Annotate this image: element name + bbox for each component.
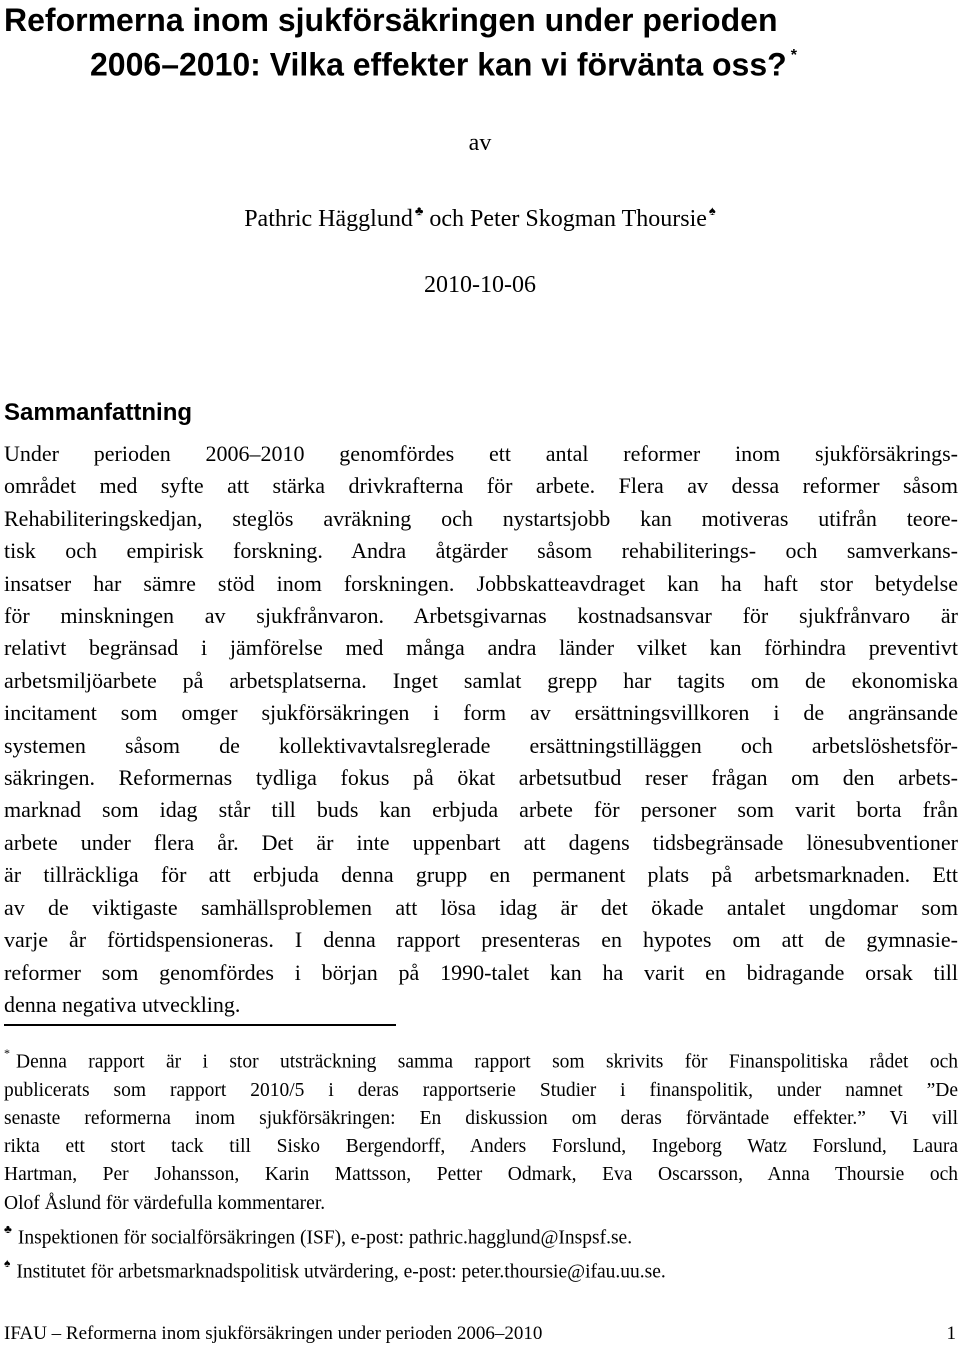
summary-line: arbetsmiljöarbete på arbetsplatserna. Inget samlat grepp har tagits om de ekonomiska xyxy=(4,667,958,693)
summary-line: insatser har sämre stöd inom forskningen. Jobbskatteavdraget kan ha haft stor betydelse xyxy=(4,570,958,596)
summary-line: arbete under flera år. Det är inte uppenbart att dagens tidsbegränsade lönesubventioner xyxy=(4,829,958,855)
footnote-2 xyxy=(4,1218,958,1253)
footnote-2-line xyxy=(4,1218,958,1253)
authors-line xyxy=(0,198,960,234)
footnote-line: publicerats som rapport 2010/5 i deras rapportserie Studier i finanspolitik, under namnet ”De xyxy=(4,1079,958,1101)
title-footnote-mark: * xyxy=(790,47,797,64)
summary-heading: Sammanfattning xyxy=(4,399,193,426)
title-line-2 xyxy=(4,40,954,85)
summary-line: området med syfte att stärka drivkrafterna för arbete. Flera av dessa reformer såsom xyxy=(4,473,958,499)
spade-icon: ♠ xyxy=(708,203,716,218)
authors-conjunction: och xyxy=(429,206,465,232)
summary-line: reformer som genomfördes i början på 1990-talet kan ha varit en bidragande orsak till xyxy=(4,959,958,985)
summary-line: denna negativa utveckling. xyxy=(4,991,241,1017)
document-title xyxy=(4,0,954,85)
summary-line: incitament som omger sjukförsäkringen i form av ersättningsvillkoren i de angränsande xyxy=(4,700,958,726)
footnote-line: Olof Åslund för värdefulla kommentarer. xyxy=(4,1192,326,1214)
summary-line: Rehabiliteringskedjan, steglös avräkning och nystartsjobb kan motiveras utifrån teore- xyxy=(4,505,958,531)
summary-line: av de viktigaste samhällsproblemen att lösa idag är det ökade antalet ungdomar som xyxy=(4,894,958,920)
footnote-line: rikta ett stort tack till Sisko Bergendorff, Anders Forslund, Ingeborg Watz Forslund, Laura xyxy=(4,1136,958,1158)
summary-line: Under perioden 2006–2010 genomfördes ett antal reformer inom sjukförsäkrings- xyxy=(4,441,958,466)
summary-line: säkringen. Reformernas tydliga fokus på ökat arbetsutbud reser frågan om den arbets- xyxy=(4,765,958,791)
author-2: Peter Skogman Thoursie xyxy=(470,206,707,232)
footnote-1-mark: * xyxy=(4,1046,10,1060)
footnote-1-line-0 xyxy=(4,1042,958,1077)
footnote-divider xyxy=(4,1024,396,1026)
summary-line: är tillräckliga för att erbjuda denna grupp en permanent plats på arbetsmarknaden. Ett xyxy=(4,862,958,888)
summary-line: relativt begränsad i jämförelse med många andra länder vilket kan förhindra preventivt xyxy=(4,635,958,661)
footnote-line: senaste reformerna inom sjukförsäkringen: En diskussion om deras förväntade effekter.” Vi vill xyxy=(4,1107,958,1129)
running-title: IFAU – Reformerna inom sjukförsäkringen under perioden 2006–2010 xyxy=(4,1323,543,1344)
spade-icon: ♠ xyxy=(4,1256,11,1271)
document-date: 2010-10-06 xyxy=(424,272,536,298)
title-line-1: Reformerna inom sjukförsäkringen under perioden xyxy=(4,2,778,38)
summary-line: marknad som idag står till buds kan erbjuda arbete för personer som varit borta från xyxy=(4,797,958,823)
summary-line: för minskningen av sjukfrånvaron. Arbetsgivarnas kostnadsansvar för sjukfrånvaro är xyxy=(4,603,958,629)
byline-av: av xyxy=(468,130,492,156)
title-line-2-text: 2006–2010: Vilka effekter kan vi förvänta oss? xyxy=(90,46,787,83)
summary-line: tisk och empirisk forskning. Andra åtgärder såsom rehabiliterings- och samverkans- xyxy=(4,538,958,564)
club-icon: ♣ xyxy=(4,1221,12,1236)
footnote-2-text: Inspektionen för socialförsäkringen (ISF), e-post: pathric.hagglund@Inspsf.se. xyxy=(17,1227,633,1249)
footnote-3-line xyxy=(4,1252,958,1287)
page-number: 1 xyxy=(946,1323,956,1344)
author-1: Pathric Hägglund xyxy=(244,206,413,232)
summary-line: varje år förtidspensioneras. I denna rapport presenteras en hypotes om att de gymnasie- xyxy=(4,927,958,953)
footnote-line: Hartman, Per Johansson, Karin Mattsson, Petter Odmark, Eva Oscarsson, Anna Thoursie och xyxy=(4,1164,958,1186)
summary-paragraph xyxy=(4,438,958,1021)
club-icon: ♣ xyxy=(414,203,424,218)
footnotes xyxy=(4,1042,958,1287)
page-footer xyxy=(4,1321,956,1347)
footnote-3-text: Institutet för arbetsmarknadspolitisk utvärdering, e-post: peter.thoursie@ifau.uu.se. xyxy=(16,1261,666,1283)
footnote-3 xyxy=(4,1252,958,1287)
footnote-1 xyxy=(4,1042,958,1218)
summary-line: systemen såsom de kollektivavtalsreglerade ersättningstilläggen och arbetslöshetsför- xyxy=(4,732,958,758)
footnote-1-text: Denna rapport är i stor utsträckning samma rapport som skrivits för Finanspolitiska rådet och xyxy=(16,1051,958,1073)
